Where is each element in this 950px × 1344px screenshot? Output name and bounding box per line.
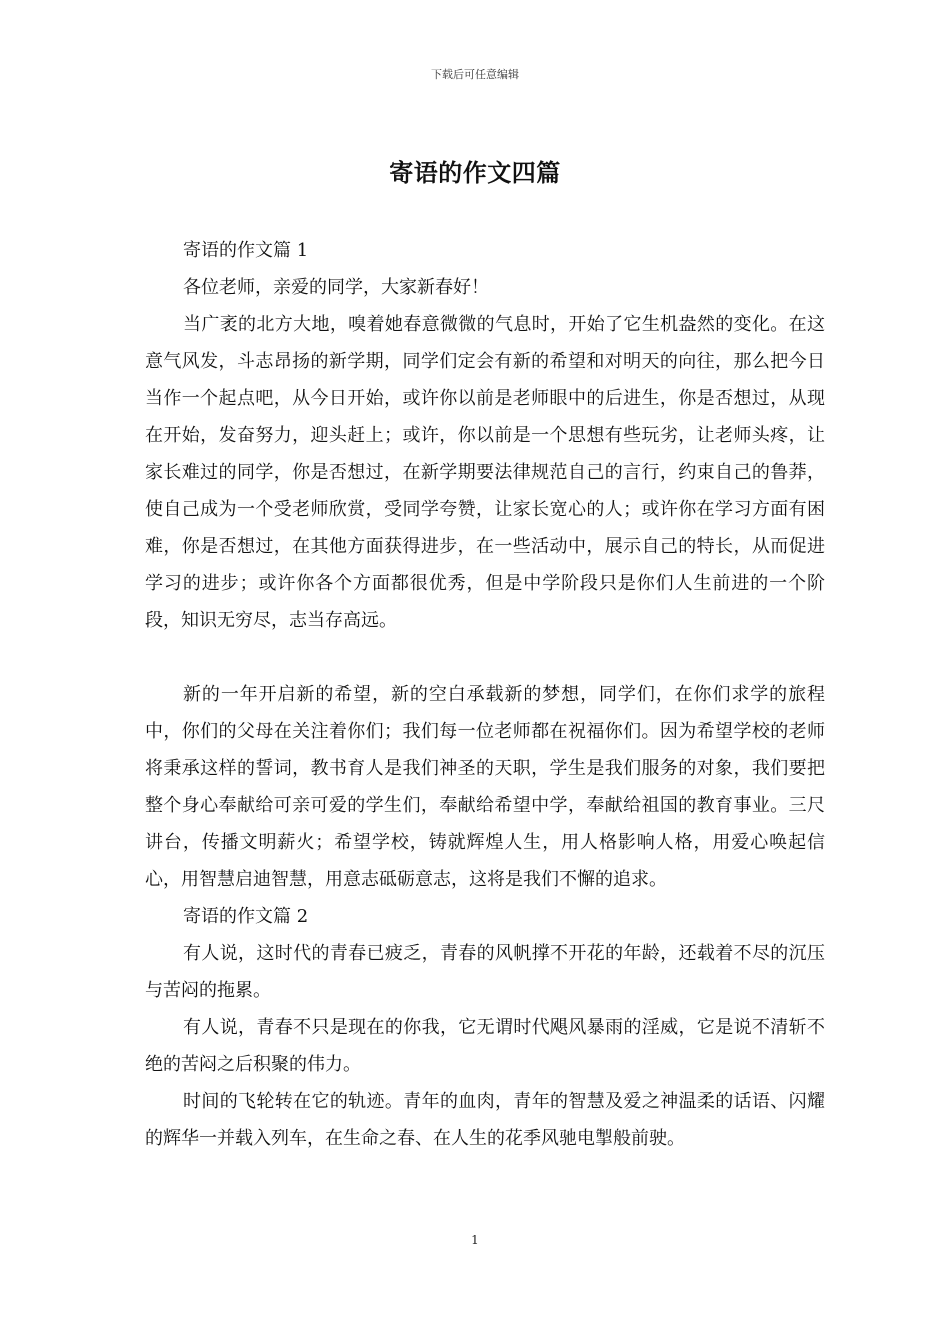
paragraph-body-2: 新的一年开启新的希望，新的空白承载新的梦想，同学们，在你们求学的旅程中，你们的父母在关注着你们；我们每一位老师都在祝福你们。因为希望学校的老师将秉承这样的誓词，教书育人是我们神圣的天职，学生是我们服务的对象，我们要把整个身心奉献给可亲可爱的学生们，奉献给希望中学，奉献给祖国的教育事业。三尺讲台，传播文明薪火；希望学校，铸就辉煌人生，用人格影响人格，用爱心唤起信心，用智慧启迪智慧，用意志砥砺意志，这将是我们不懈的追求。: [145, 684, 825, 890]
header-note: 下载后可任意编辑: [431, 68, 519, 81]
paragraph-body-4: 有人说，青春不只是现在的你我，它无谓时代飓风暴雨的淫威，它是说不清斩不绝的苦闷之后积聚的伟力。: [145, 1017, 825, 1075]
document-body: [145, 232, 825, 1157]
paragraph-greeting: 各位老师，亲爱的同学，大家新春好！: [183, 277, 489, 298]
paragraph-body-1: 当广袤的北方大地，嗅着她春意微微的气息时，开始了它生机盎然的变化。在这意气风发，斗志昂扬的新学期，同学们定会有新的希望和对明天的向往，那么把今日当作一个起点吧，从今日开始，或许你以前是老师眼中的后进生，你是否想过，从现在开始，发奋努力，迎头赶上；或许，你以前是一个思想有些玩劣，让老师头疼，让家长难过的同学，你是否想过，在新学期要法律规范自己的言行，约束自己的鲁莽，使自己成为一个受老师欣赏，受同学夸赞，让家长宽心的人；或许你在学习方面有困难，你是否想过，在其他方面获得进步，在一些活动中，展示自己的特长，从而促进学习的进步；或许你各个方面都很优秀，但是中学阶段只是你们人生前进的一个阶段，知识无穷尽，志当存高远。: [145, 314, 825, 631]
paragraph-body-5: 时间的飞轮转在它的轨迹。青年的血肉，青年的智慧及爱之神温柔的话语、闪耀的辉华一并载入列车，在生命之春、在人生的花季风驰电掣般前驶。: [145, 1091, 825, 1149]
page-title: 寄语的作文四篇: [389, 158, 561, 187]
page-number: 1: [471, 1233, 479, 1247]
paragraph-body-3: 有人说，这时代的青春已疲乏，青春的风帆撑不开花的年龄，还载着不尽的沉压与苦闷的拖累。: [145, 943, 825, 1001]
section-heading-2: 寄语的作文篇 2: [183, 906, 309, 927]
section-heading-1: 寄语的作文篇 1: [183, 240, 309, 261]
